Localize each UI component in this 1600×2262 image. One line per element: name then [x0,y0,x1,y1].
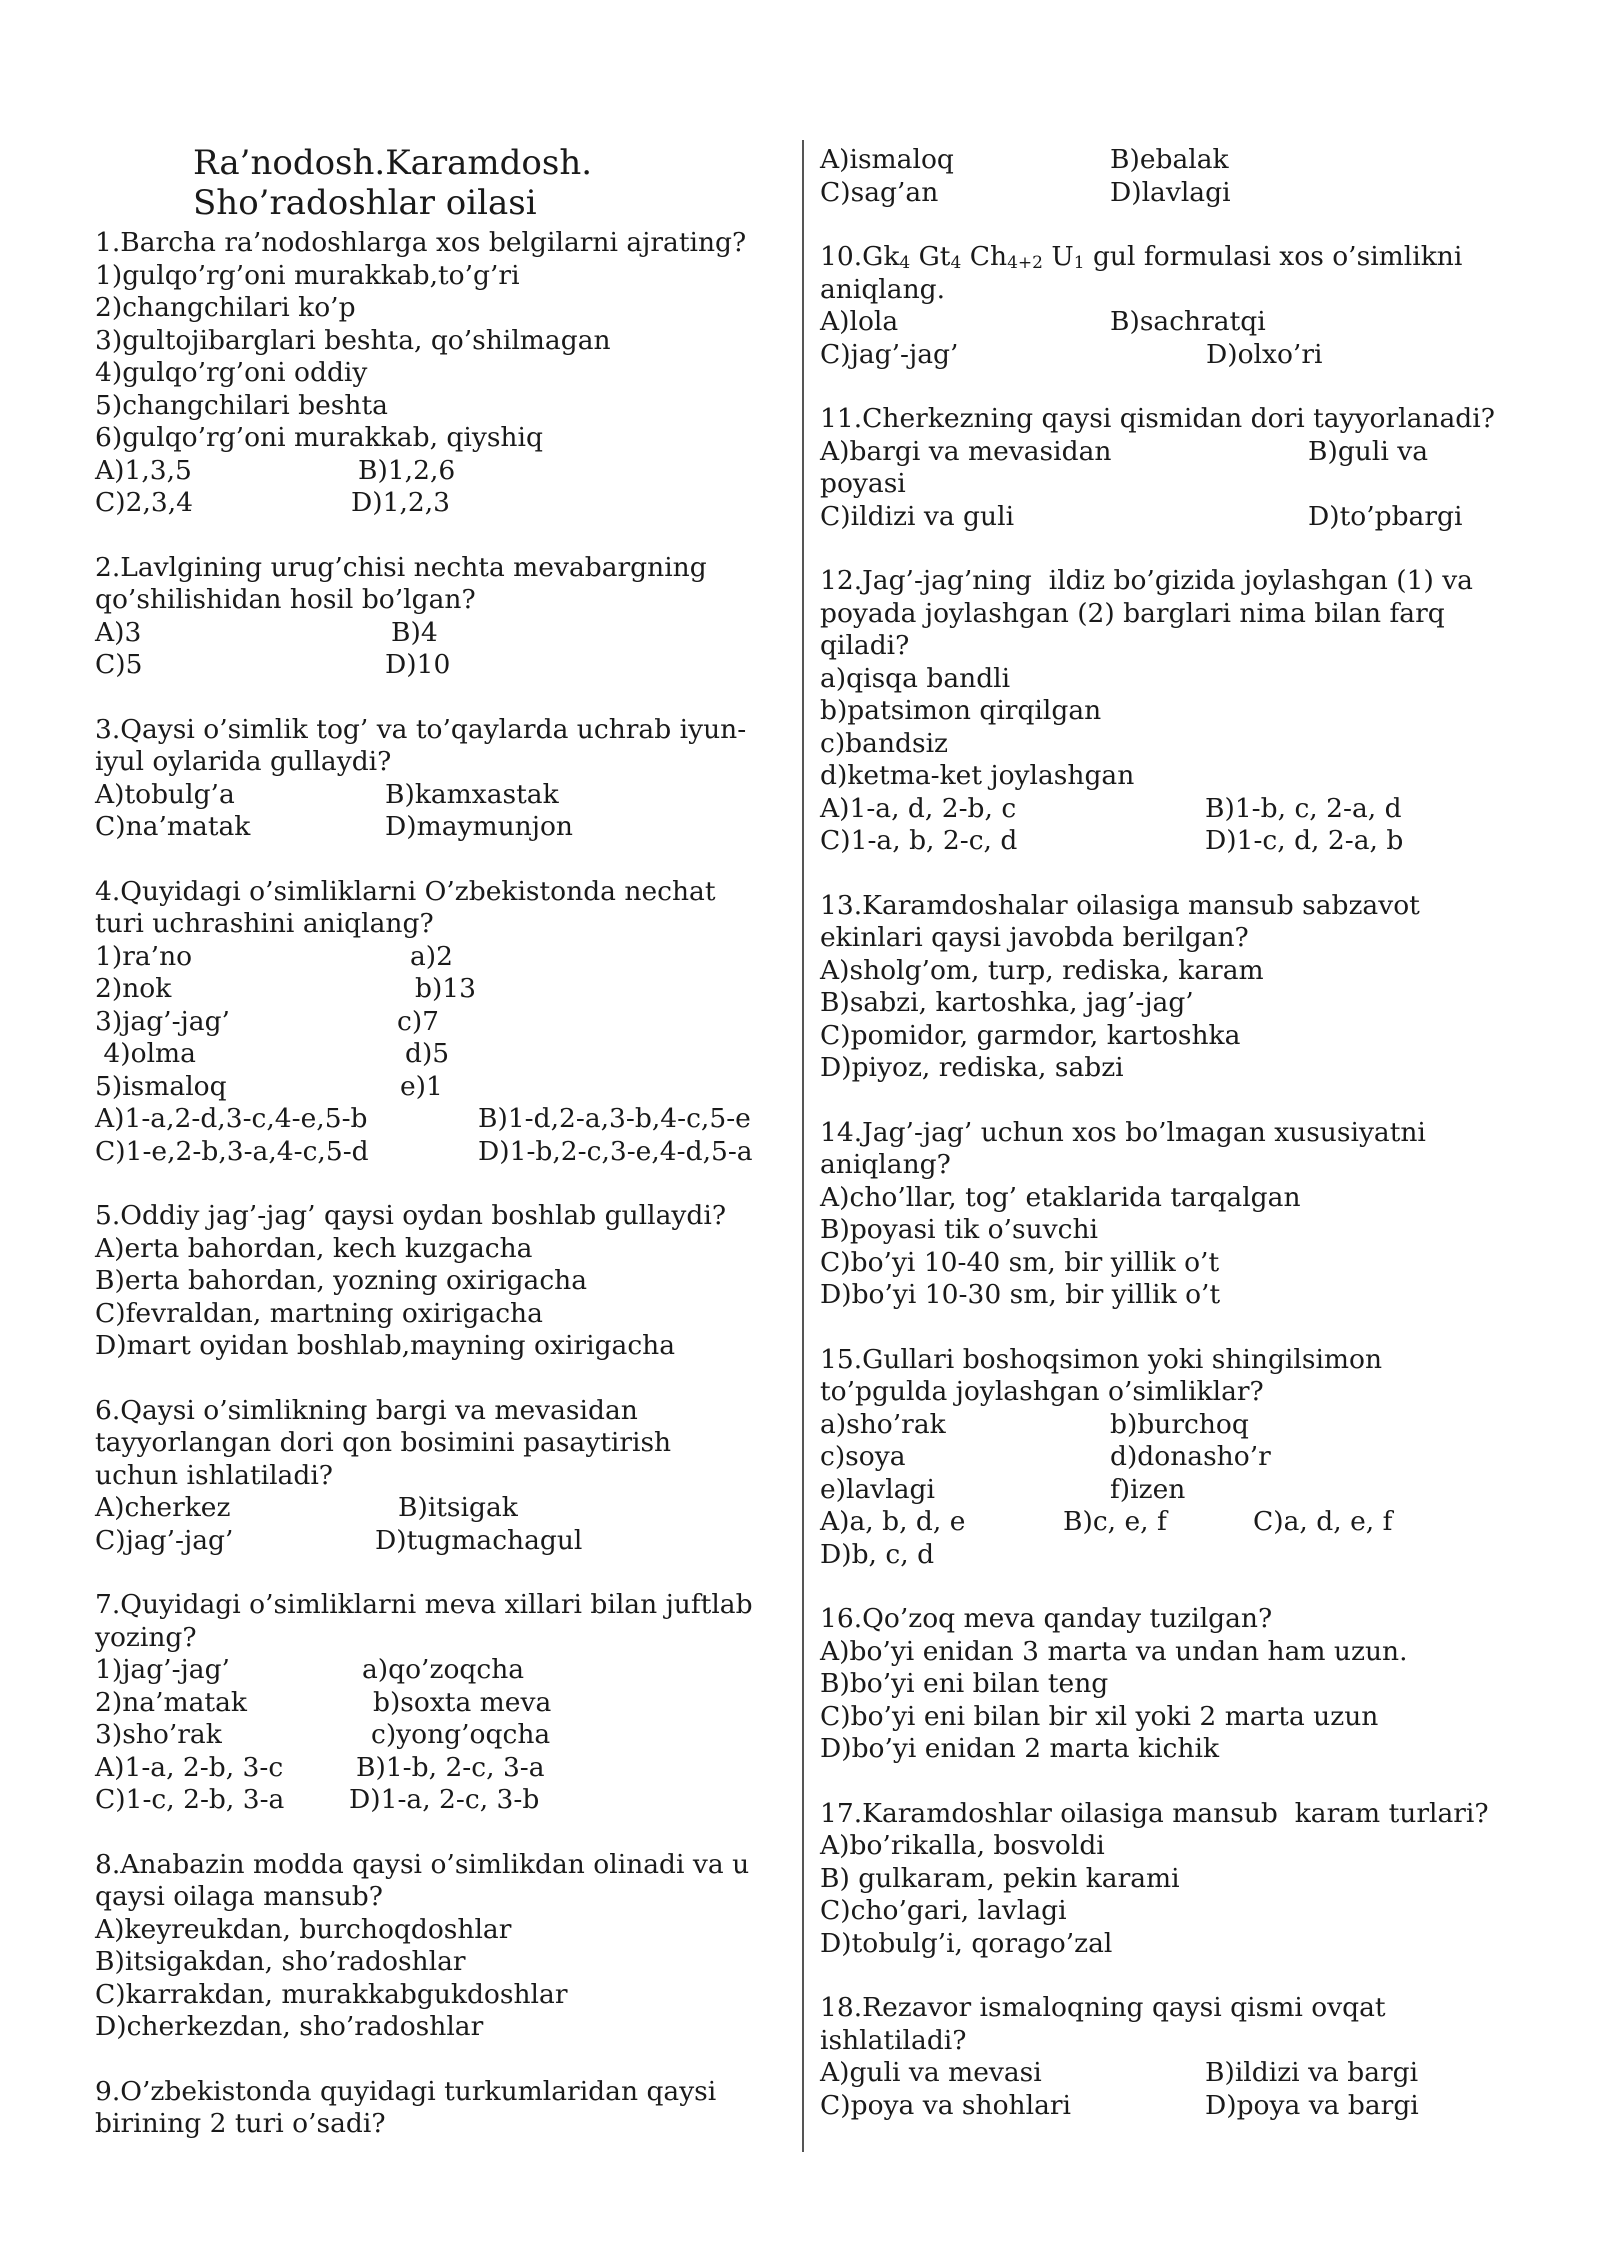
option-c: C)bo’yi 10-40 sm, bir yillik o’t [820,1246,1220,1278]
question-17 [820,1798,1520,1961]
option-c: C)ildizi va guli [820,500,1015,532]
match-row [95,1071,795,1104]
match-right: b)13 [415,973,477,1004]
option-b: B)guli va [1308,435,1428,467]
option-c: C)1-a, b, 2-c, d [820,825,1018,856]
option-d: D)piyoz, rediska, sabzi [820,1052,1124,1083]
answer-row [820,306,1520,339]
question-2 [95,552,795,682]
match-right: d)5 [405,1038,450,1069]
question-4 [95,876,795,1169]
right-column [820,144,1520,2154]
option-d: D)1,2,3 [351,487,451,518]
question-text: poyada joylashgan (2) barglari nima bilan farq [820,597,1445,629]
formula-sub: 4 [950,253,962,273]
list-item: a)qisqa bandli [820,662,1011,694]
question-text: turi uchrashini aniqlang? [95,908,434,939]
question-text: 2.Lavlgining urug’chisi nechta mevabargning [95,551,707,583]
list-item: 2)changchilari ko’p [95,292,356,323]
left-column [95,138,795,2173]
match-row [95,1687,795,1720]
question-text: 18.Rezavor ismaloqning qaysi qismi ovqat [820,1992,1386,2023]
title-line-1: Ra’nodosh.Karamdosh. [193,143,593,183]
question-text: 1.Barcha ra’nodoshlarga xos belgilarni ajrating? [95,227,747,258]
option-a: A)lola [820,306,899,337]
answer-row [95,1136,795,1169]
match-left: 3)sho’rak [95,1719,222,1750]
list-item: 4)gulqo’rg’oni oddiy [95,357,368,388]
formula-part: U [1042,241,1074,272]
question-text: 9.O’zbekistonda quyidagi turkumlaridan qaysi [95,2075,717,2107]
page-title [95,143,795,223]
option-d: D)1-a, 2-c, 3-b [349,1784,540,1815]
list-item: 6)gulqo’rg’oni murakkab, qiyshiq [95,422,543,453]
match-right: c)yong’oqcha [371,1719,551,1750]
option-c: C)1-e,2-b,3-a,4-c,5-d [95,1135,369,1167]
question-text: 14.Jag’-jag’ uchun xos bo’lmagan xususiyatni [820,1116,1426,1148]
list-item: 3)gultojibarglari beshta, qo’shilmagan [95,324,611,356]
option-d: D)tobulg’i, qorago’zal [820,1927,1113,1959]
list-item: d)ketma-ket joylashgan [820,760,1135,791]
formula-sub: 4 [899,253,911,273]
answer-row [95,779,795,812]
match-row [95,1719,795,1752]
question-10 [820,241,1520,371]
question-16 [820,1603,1520,1766]
option-b-continued: poyasi [820,468,906,499]
option-c: C)karrakdan, murakkabgukdoshlar [95,1978,568,2010]
option-c: C)sag’an [820,176,939,208]
match-right: f)izen [1110,1473,1186,1505]
question-1 [95,227,795,520]
option-b: B)4 [391,616,438,648]
option-d: D)maymunjon [385,811,573,842]
question-3 [95,714,795,844]
answer-row [95,1525,795,1558]
option-b: B)c, e, f [1063,1506,1167,1537]
question-text: birining 2 turi o’sadi? [95,2108,386,2139]
option-b: B)ebalak [1110,144,1229,175]
option-d: D)1-b,2-c,3-e,4-d,5-a [478,1135,753,1167]
option-a: A)1-a,2-d,3-c,4-e,5-b [95,1103,368,1134]
answer-row [820,2090,1520,2123]
match-left: 4)olma [95,1038,196,1069]
question-text: yozing? [95,1621,197,1653]
match-right: b)soxta meva [373,1686,552,1718]
option-c: C)2,3,4 [95,487,194,518]
option-a: A)guli va mevasi [820,2057,1042,2088]
option-a: A)sholg’om, turp, rediska, karam [820,954,1264,986]
option-b: B)bo’yi eni bilan teng [820,1668,1109,1699]
match-left: 2)nok [95,973,172,1004]
option-a: A)1-a, d, 2-b, c [820,792,1017,824]
option-a: A)tobulg’a [95,778,235,810]
option-b: B)kamxastak [385,778,559,810]
question-text: 4.Quyidagi o’simliklarni O’zbekistonda nechat [95,875,716,907]
question-text: 17.Karamdoshlar oilasiga mansub karam turlari? [820,1797,1489,1829]
match-left: 1)ra’no [95,940,193,972]
column-divider [802,140,804,2152]
match-left: c)soya [820,1441,906,1472]
list-item: 5)changchilari beshta [95,389,388,421]
match-left: 3)jag’-jag’ [95,1005,230,1037]
option-c: C)poya va shohlari [820,2089,1072,2121]
question-text: 11.Cherkezning qaysi qismidan dori tayyorlanadi? [820,403,1495,434]
question-text: qiladi? [820,630,910,661]
question-15 [820,1344,1520,1572]
match-left: 2)na’matak [95,1686,247,1718]
answer-row [820,825,1520,858]
formula-part: Gt [910,241,951,272]
question-text: qo’shilishidan hosil bo’lgan? [95,584,476,615]
formula-prefix: 10.Gk [820,241,900,272]
match-right: a)2 [410,940,453,972]
list-item: 1)gulqo’rg’oni murakkab,to’g’ri [95,259,520,291]
answer-row [820,144,1520,177]
answer-row [95,1752,795,1785]
question-text: 12.Jag’-jag’ning ildiz bo’gizida joylashgan (1) va [820,565,1473,596]
option-a: A)ismaloq [820,144,954,175]
option-d: D)olxo’ri [1206,338,1323,370]
formula-part: Ch [961,241,1008,272]
answer-row [820,793,1520,826]
question-8 [95,1849,795,2044]
answer-row [820,436,1520,469]
match-row [95,941,795,974]
option-b: B)ildizi va bargi [1205,2057,1419,2088]
option-c: C)fevraldan, martning oxirigacha [95,1297,543,1329]
answer-row [95,649,795,682]
question-9 [95,2076,795,2141]
option-d: D)10 [385,649,451,680]
match-row [820,1441,1520,1474]
match-right: c)7 [397,1005,440,1037]
option-a: A)keyreukdan, burchoqdoshlar [95,1913,512,1945]
option-d: D)mart oyidan boshlab,mayning oxirigacha [95,1330,676,1361]
question-text: to’pgulda joylashgan o’simliklar? [820,1376,1264,1407]
answer-row [820,339,1520,372]
option-a: A)1,3,5 [95,454,192,486]
option-a: A)bo’yi enidan 3 marta va undan ham uzun. [820,1635,1408,1667]
answer-row [820,501,1520,534]
question-text: ishlatiladi? [820,2024,967,2056]
option-b: B)1-b, c, 2-a, d [1205,792,1402,824]
option-a: A)1-a, 2-b, 3-c [95,1751,284,1783]
option-c: C)jag’-jag’ [820,338,959,370]
option-c: C)1-c, 2-b, 3-a [95,1784,285,1815]
option-a: A)erta bahordan, kech kuzgacha [95,1232,533,1264]
question-text: uchun ishlatiladi? [95,1459,333,1491]
option-c: C)cho’gari, lavlagi [820,1895,1067,1926]
option-d: D)bo’yi enidan 2 marta kichik [820,1733,1220,1764]
answer-row [95,1784,795,1817]
option-b: B)itsigakdan, sho’radoshlar [95,1946,466,1977]
option-a: A)3 [95,616,142,648]
option-b: B)erta bahordan, yozning oxirigacha [95,1265,588,1296]
question-text: 3.Qaysi o’simlik tog’ va to’qaylarda uchrab iyun- [95,713,747,745]
match-right: d)donasho’r [1110,1441,1271,1472]
match-left: 5)ismaloq [95,1070,227,1102]
option-b: B)itsigak [398,1492,518,1523]
question-text: 13.Karamdoshalar oilasiga mansub sabzavot [820,889,1420,921]
option-d: D)lavlagi [1110,176,1231,208]
match-left: e)lavlagi [820,1473,935,1505]
option-a: A)a, b, d, e [820,1506,966,1537]
answer-row [95,487,795,520]
question-text: aniqlang. [820,273,946,305]
answer-row [820,1506,1520,1539]
question-9-options [820,144,1520,209]
answer-row [95,1103,795,1136]
question-18 [820,1992,1520,2122]
option-b: B)1-d,2-a,3-b,4-c,5-e [478,1103,751,1134]
formula-sub: 4+2 [1007,253,1043,273]
question-5 [95,1200,795,1363]
option-d: D)to’pbargi [1308,500,1463,532]
question-text: tayyorlangan dori qon bosimini pasaytirish [95,1427,672,1458]
answer-row [95,617,795,650]
question-11 [820,403,1520,533]
option-a: A)bargi va mevasidan [820,435,1112,467]
option-b: B)sachratqi [1110,306,1266,337]
match-left: 1)jag’-jag’ [95,1654,230,1685]
option-d: D)bo’yi 10-30 sm, bir yillik o’t [820,1279,1221,1310]
question-14 [820,1117,1520,1312]
question-text: iyul oylarida gullaydi? [95,746,392,777]
option-a: A)bo’rikalla, bosvoldi [820,1830,1105,1861]
option-a: A)cherkez [95,1492,231,1523]
formula-sub: 1 [1073,253,1085,273]
option-c: C)na’matak [95,811,251,842]
match-row [95,1006,795,1039]
match-row [95,1654,795,1687]
match-row [95,1038,795,1071]
title-line-2: Sho’radoshlar oilasi [193,183,537,223]
option-b: B)poyasi tik o’suvchi [820,1214,1099,1245]
answer-row [820,2057,1520,2090]
list-item: b)patsimon qirqilgan [820,695,1102,726]
question-text-rest: gul formulasi xos o’simlikni [1084,241,1463,272]
option-b: B) gulkaram, pekin karami [820,1862,1180,1894]
option-c: C)5 [95,649,143,680]
question-text: qaysi oilaga mansub? [95,1881,383,1912]
answer-row [95,811,795,844]
question-13 [820,890,1520,1085]
option-c: C)bo’yi eni bilan bir xil yoki 2 marta uzun [820,1700,1379,1732]
question-6 [95,1395,795,1558]
option-b: B)sabzi, kartoshka, jag’-jag’ [820,987,1194,1018]
question-text: 5.Oddiy jag’-jag’ qaysi oydan boshlab gullaydi? [95,1200,727,1231]
answer-row [95,455,795,488]
option-c: C)pomidor, garmdor, kartoshka [820,1019,1241,1051]
question-text: 6.Qaysi o’simlikning bargi va mevasidan [95,1394,638,1426]
question-text: 7.Quyidagi o’simliklarni meva xillari bilan juftlab [95,1589,753,1620]
match-right: a)qo’zoqcha [362,1654,525,1685]
question-12 [820,565,1520,858]
list-item: c)bandsiz [820,727,949,759]
question-text: 8.Anabazin modda qaysi o’simlikdan olinadi va u [95,1848,750,1880]
option-c: C)a, d, e, f [1253,1506,1393,1537]
option-c: C)jag’-jag’ [95,1524,234,1556]
option-d: D)poya va bargi [1205,2089,1419,2121]
question-text: 16.Qo’zoq meva qanday tuzilgan? [820,1603,1273,1634]
match-row [95,973,795,1006]
option-d: D)cherkezdan, sho’radoshlar [95,2011,484,2042]
match-right: b)burchoq [1110,1408,1249,1440]
match-row [820,1409,1520,1442]
option-b: B)1,2,6 [358,454,456,486]
option-d: D)1-c, d, 2-a, b [1205,825,1404,856]
match-left: a)sho’rak [820,1408,946,1440]
option-d: D)tugmachagul [375,1524,583,1556]
question-text [820,241,1520,274]
option-a: A)cho’llar, tog’ etaklarida tarqalgan [820,1181,1301,1213]
option-b: B)1-b, 2-c, 3-a [356,1751,545,1783]
answer-row [820,177,1520,210]
question-7 [95,1589,795,1817]
match-right: e)1 [400,1070,443,1102]
match-row [820,1474,1520,1507]
question-text: ekinlari qaysi javobda berilgan? [820,922,1249,953]
question-text: 15.Gullari boshoqsimon yoki shingilsimon [820,1343,1383,1375]
answer-row [95,1492,795,1525]
question-text: aniqlang? [820,1149,951,1180]
option-d: D)b, c, d [820,1538,935,1570]
